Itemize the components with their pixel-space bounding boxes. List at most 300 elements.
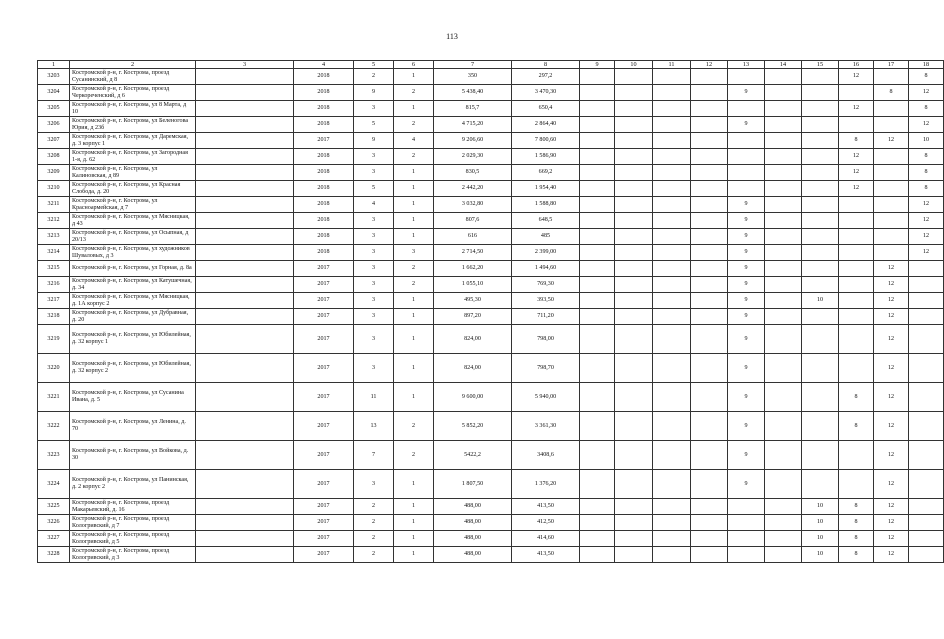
address-cell: Костромской р-н, г. Кострома, ул художников Шуваловых, д 3 — [70, 245, 196, 261]
value-cell: 12 — [909, 245, 944, 261]
value-cell — [839, 293, 874, 309]
value-cell: 12 — [874, 412, 909, 441]
value-cell: 8 — [909, 149, 944, 165]
floors-cell: 3 — [354, 101, 394, 117]
address-cell: Костромской р-н, г. Кострома, ул Сусанина Ивана, д. 5 — [70, 383, 196, 412]
empty-cell — [615, 470, 653, 499]
value-cell: 8 — [839, 412, 874, 441]
floors-cell: 2 — [354, 69, 394, 85]
entrances-cell: 1 — [394, 69, 434, 85]
empty-cell — [615, 197, 653, 213]
table-row — [38, 309, 944, 325]
table-row — [38, 470, 944, 499]
address-cell: Костромской р-н, г. Кострома, ул Мясницкая, д. 1А корпус 2 — [70, 293, 196, 309]
empty-cell — [615, 149, 653, 165]
value-cell: 8 — [909, 101, 944, 117]
value-cell — [802, 149, 839, 165]
empty-cell — [615, 85, 653, 101]
living-area-cell: 1 494,60 — [512, 261, 580, 277]
living-area-cell: 769,30 — [512, 277, 580, 293]
row-number: 3203 — [38, 69, 70, 85]
table-row — [38, 101, 944, 117]
year-cell: 2018 — [294, 117, 354, 133]
floors-cell: 3 — [354, 229, 394, 245]
value-cell: 9 — [728, 245, 765, 261]
entrances-cell: 2 — [394, 85, 434, 101]
empty-cell — [653, 354, 691, 383]
empty-cell — [765, 197, 802, 213]
value-cell — [909, 354, 944, 383]
address-cell: Костромской р-н, г. Кострома, ул Осыпная, д 20/13 — [70, 229, 196, 245]
empty-cell — [196, 181, 294, 197]
table-row — [38, 149, 944, 165]
floors-cell: 3 — [354, 277, 394, 293]
empty-cell — [691, 354, 728, 383]
empty-cell — [765, 547, 802, 563]
empty-cell — [691, 470, 728, 499]
value-cell: 9 — [728, 309, 765, 325]
empty-cell — [765, 149, 802, 165]
value-cell — [728, 149, 765, 165]
row-number: 3216 — [38, 277, 70, 293]
total-area-cell: 9 600,00 — [434, 383, 512, 412]
empty-cell — [765, 383, 802, 412]
entrances-cell: 2 — [394, 441, 434, 470]
empty-cell — [653, 165, 691, 181]
empty-cell — [196, 229, 294, 245]
living-area-cell: 413,50 — [512, 499, 580, 515]
empty-cell — [580, 117, 615, 133]
empty-cell — [765, 499, 802, 515]
year-cell: 2018 — [294, 101, 354, 117]
empty-cell — [615, 325, 653, 354]
empty-cell — [691, 213, 728, 229]
total-area-cell: 824,00 — [434, 354, 512, 383]
year-cell: 2018 — [294, 85, 354, 101]
empty-cell — [691, 293, 728, 309]
empty-cell — [615, 309, 653, 325]
empty-cell — [691, 309, 728, 325]
empty-cell — [691, 441, 728, 470]
empty-cell — [196, 547, 294, 563]
empty-cell — [196, 133, 294, 149]
total-area-cell: 5 852,20 — [434, 412, 512, 441]
value-cell — [909, 412, 944, 441]
entrances-cell: 1 — [394, 101, 434, 117]
empty-cell — [765, 181, 802, 197]
value-cell: 12 — [839, 69, 874, 85]
empty-cell — [196, 85, 294, 101]
value-cell — [839, 441, 874, 470]
total-area-cell: 488,00 — [434, 515, 512, 531]
year-cell: 2017 — [294, 309, 354, 325]
empty-cell — [615, 261, 653, 277]
year-cell: 2017 — [294, 531, 354, 547]
year-cell: 2017 — [294, 293, 354, 309]
empty-cell — [196, 325, 294, 354]
empty-cell — [765, 117, 802, 133]
row-number: 3206 — [38, 117, 70, 133]
value-cell — [728, 181, 765, 197]
value-cell — [909, 515, 944, 531]
entrances-cell: 1 — [394, 197, 434, 213]
row-number: 3220 — [38, 354, 70, 383]
address-cell: Костромской р-н, г. Кострома, ул Беленогова Юрия, д 23б — [70, 117, 196, 133]
row-number: 3211 — [38, 197, 70, 213]
value-cell: 8 — [909, 181, 944, 197]
empty-cell — [196, 69, 294, 85]
row-number: 3221 — [38, 383, 70, 412]
empty-cell — [196, 117, 294, 133]
empty-cell — [653, 515, 691, 531]
value-cell — [802, 229, 839, 245]
value-cell: 8 — [839, 499, 874, 515]
year-cell: 2018 — [294, 213, 354, 229]
value-cell: 8 — [839, 531, 874, 547]
row-number: 3205 — [38, 101, 70, 117]
table-row — [38, 354, 944, 383]
total-area-cell: 4 715,20 — [434, 117, 512, 133]
empty-cell — [653, 412, 691, 441]
empty-cell — [580, 101, 615, 117]
value-cell: 9 — [728, 229, 765, 245]
floors-cell: 3 — [354, 325, 394, 354]
column-header: 18 — [909, 61, 944, 69]
value-cell: 10 — [802, 293, 839, 309]
value-cell: 12 — [874, 531, 909, 547]
empty-cell — [765, 133, 802, 149]
entrances-cell: 1 — [394, 515, 434, 531]
empty-cell — [653, 181, 691, 197]
empty-cell — [691, 197, 728, 213]
value-cell — [802, 245, 839, 261]
empty-cell — [653, 547, 691, 563]
empty-cell — [691, 499, 728, 515]
value-cell — [728, 499, 765, 515]
living-area-cell: 412,50 — [512, 515, 580, 531]
value-cell: 9 — [728, 213, 765, 229]
value-cell: 9 — [728, 441, 765, 470]
empty-cell — [580, 85, 615, 101]
address-cell: Костромской р-н, г. Кострома, проезд Макарьевский, д. 16 — [70, 499, 196, 515]
value-cell — [909, 293, 944, 309]
living-area-cell: 2 864,40 — [512, 117, 580, 133]
empty-cell — [653, 85, 691, 101]
value-cell — [728, 531, 765, 547]
total-area-cell: 2 442,20 — [434, 181, 512, 197]
total-area-cell: 830,5 — [434, 165, 512, 181]
address-cell: Костромской р-н, г. Кострома, проезд Кологривский, д 5 — [70, 531, 196, 547]
entrances-cell: 1 — [394, 531, 434, 547]
empty-cell — [765, 515, 802, 531]
year-cell: 2017 — [294, 261, 354, 277]
value-cell — [839, 245, 874, 261]
empty-cell — [615, 181, 653, 197]
value-cell: 8 — [874, 85, 909, 101]
value-cell — [874, 181, 909, 197]
housing-registry-table — [37, 60, 944, 563]
table-row — [38, 197, 944, 213]
empty-cell — [580, 547, 615, 563]
value-cell: 12 — [909, 197, 944, 213]
table-row — [38, 383, 944, 412]
total-area-cell: 616 — [434, 229, 512, 245]
value-cell — [909, 547, 944, 563]
column-header: 11 — [653, 61, 691, 69]
living-area-cell: 485 — [512, 229, 580, 245]
value-cell — [874, 229, 909, 245]
empty-cell — [615, 441, 653, 470]
value-cell — [909, 470, 944, 499]
entrances-cell: 2 — [394, 149, 434, 165]
value-cell — [728, 165, 765, 181]
total-area-cell: 5422,2 — [434, 441, 512, 470]
empty-cell — [765, 309, 802, 325]
value-cell — [874, 101, 909, 117]
empty-cell — [580, 499, 615, 515]
total-area-cell: 1 055,10 — [434, 277, 512, 293]
value-cell: 12 — [874, 309, 909, 325]
year-cell: 2017 — [294, 412, 354, 441]
empty-cell — [580, 309, 615, 325]
floors-cell: 2 — [354, 531, 394, 547]
total-area-cell: 9 206,60 — [434, 133, 512, 149]
row-number: 3204 — [38, 85, 70, 101]
address-cell: Костромской р-н, г. Кострома, проезд Кологривский, д 7 — [70, 515, 196, 531]
floors-cell: 9 — [354, 133, 394, 149]
entrances-cell: 3 — [394, 245, 434, 261]
value-cell: 12 — [874, 383, 909, 412]
empty-cell — [765, 69, 802, 85]
value-cell: 12 — [874, 293, 909, 309]
value-cell: 10 — [909, 133, 944, 149]
empty-cell — [653, 531, 691, 547]
empty-cell — [615, 293, 653, 309]
floors-cell: 11 — [354, 383, 394, 412]
value-cell — [874, 197, 909, 213]
entrances-cell: 1 — [394, 354, 434, 383]
total-area-cell: 2 029,30 — [434, 149, 512, 165]
empty-cell — [196, 383, 294, 412]
column-header: 6 — [394, 61, 434, 69]
column-header: 13 — [728, 61, 765, 69]
living-area-cell: 798,70 — [512, 354, 580, 383]
value-cell: 12 — [874, 261, 909, 277]
value-cell: 9 — [728, 85, 765, 101]
row-number: 3226 — [38, 515, 70, 531]
value-cell — [728, 515, 765, 531]
table-row — [38, 245, 944, 261]
column-header: 10 — [615, 61, 653, 69]
empty-cell — [580, 69, 615, 85]
column-header: 17 — [874, 61, 909, 69]
empty-cell — [765, 293, 802, 309]
empty-cell — [615, 547, 653, 563]
empty-cell — [691, 245, 728, 261]
value-cell — [728, 101, 765, 117]
entrances-cell: 1 — [394, 165, 434, 181]
floors-cell: 3 — [354, 354, 394, 383]
empty-cell — [615, 499, 653, 515]
floors-cell: 3 — [354, 245, 394, 261]
empty-cell — [765, 245, 802, 261]
entrances-cell: 1 — [394, 293, 434, 309]
value-cell — [839, 229, 874, 245]
total-area-cell: 5 438,40 — [434, 85, 512, 101]
empty-cell — [196, 165, 294, 181]
column-header: 16 — [839, 61, 874, 69]
empty-cell — [653, 117, 691, 133]
empty-cell — [196, 309, 294, 325]
living-area-cell: 2 399,00 — [512, 245, 580, 261]
value-cell — [874, 69, 909, 85]
row-number: 3227 — [38, 531, 70, 547]
table-row — [38, 325, 944, 354]
living-area-cell: 648,5 — [512, 213, 580, 229]
value-cell: 9 — [728, 325, 765, 354]
empty-cell — [765, 101, 802, 117]
floors-cell: 13 — [354, 412, 394, 441]
table-row — [38, 133, 944, 149]
empty-cell — [580, 383, 615, 412]
value-cell: 9 — [728, 261, 765, 277]
entrances-cell: 1 — [394, 229, 434, 245]
value-cell — [909, 277, 944, 293]
total-area-cell: 807,6 — [434, 213, 512, 229]
empty-cell — [615, 277, 653, 293]
value-cell — [728, 133, 765, 149]
entrances-cell: 1 — [394, 547, 434, 563]
table-row — [38, 515, 944, 531]
living-area-cell: 1 954,40 — [512, 181, 580, 197]
empty-cell — [196, 499, 294, 515]
value-cell — [802, 325, 839, 354]
address-cell: Костромской р-н, г. Кострома, ул Ленина, д. 70 — [70, 412, 196, 441]
total-area-cell: 495,30 — [434, 293, 512, 309]
empty-cell — [765, 470, 802, 499]
year-cell: 2017 — [294, 547, 354, 563]
total-area-cell: 815,7 — [434, 101, 512, 117]
value-cell: 9 — [728, 383, 765, 412]
empty-cell — [765, 229, 802, 245]
value-cell: 12 — [839, 101, 874, 117]
empty-cell — [653, 149, 691, 165]
row-number: 3212 — [38, 213, 70, 229]
year-cell: 2018 — [294, 165, 354, 181]
empty-cell — [580, 412, 615, 441]
living-area-cell: 3408,6 — [512, 441, 580, 470]
address-cell: Костромской р-н, г. Кострома, ул Юбилейная, д. 32 корпус 2 — [70, 354, 196, 383]
living-area-cell: 414,60 — [512, 531, 580, 547]
empty-cell — [580, 354, 615, 383]
table-row — [38, 293, 944, 309]
address-cell: Костромской р-н, г. Кострома, ул Войкова, д. 30 — [70, 441, 196, 470]
value-cell — [728, 547, 765, 563]
floors-cell: 2 — [354, 547, 394, 563]
empty-cell — [691, 181, 728, 197]
empty-cell — [615, 69, 653, 85]
entrances-cell: 2 — [394, 261, 434, 277]
empty-cell — [765, 261, 802, 277]
entrances-cell: 2 — [394, 412, 434, 441]
empty-cell — [615, 101, 653, 117]
living-area-cell: 7 800,60 — [512, 133, 580, 149]
empty-cell — [691, 325, 728, 354]
value-cell: 12 — [839, 149, 874, 165]
value-cell — [839, 85, 874, 101]
empty-cell — [196, 197, 294, 213]
empty-cell — [580, 325, 615, 354]
row-number: 3209 — [38, 165, 70, 181]
floors-cell: 5 — [354, 181, 394, 197]
entrances-cell: 1 — [394, 181, 434, 197]
living-area-cell: 1 586,90 — [512, 149, 580, 165]
value-cell — [802, 412, 839, 441]
living-area-cell: 3 361,30 — [512, 412, 580, 441]
empty-cell — [196, 470, 294, 499]
empty-cell — [196, 261, 294, 277]
row-number: 3217 — [38, 293, 70, 309]
value-cell — [839, 197, 874, 213]
empty-cell — [691, 383, 728, 412]
empty-cell — [615, 165, 653, 181]
empty-cell — [653, 325, 691, 354]
column-header: 1 — [38, 61, 70, 69]
table-row — [38, 412, 944, 441]
empty-cell — [691, 547, 728, 563]
living-area-cell: 413,50 — [512, 547, 580, 563]
year-cell: 2017 — [294, 354, 354, 383]
value-cell — [874, 213, 909, 229]
value-cell: 8 — [839, 383, 874, 412]
total-area-cell: 3 032,80 — [434, 197, 512, 213]
value-cell: 12 — [909, 117, 944, 133]
empty-cell — [580, 133, 615, 149]
year-cell: 2018 — [294, 229, 354, 245]
header-row — [38, 61, 944, 69]
address-cell: Костромской р-н, г. Кострома, ул Красноармейская, д 7 — [70, 197, 196, 213]
value-cell — [909, 499, 944, 515]
value-cell — [874, 117, 909, 133]
empty-cell — [580, 277, 615, 293]
empty-cell — [615, 354, 653, 383]
empty-cell — [580, 245, 615, 261]
empty-cell — [615, 515, 653, 531]
value-cell: 8 — [839, 547, 874, 563]
empty-cell — [765, 213, 802, 229]
value-cell: 12 — [874, 547, 909, 563]
address-cell: Костромской р-н, г. Кострома, проезд Кологривский, д 3 — [70, 547, 196, 563]
floors-cell: 2 — [354, 515, 394, 531]
address-cell: Костромской р-н, г. Кострома, ул Юбилейная, д. 32 корпус 1 — [70, 325, 196, 354]
table-row — [38, 213, 944, 229]
empty-cell — [580, 441, 615, 470]
empty-cell — [765, 277, 802, 293]
empty-cell — [196, 441, 294, 470]
empty-cell — [653, 277, 691, 293]
entrances-cell: 1 — [394, 383, 434, 412]
empty-cell — [615, 412, 653, 441]
row-number: 3219 — [38, 325, 70, 354]
address-cell: Костромской р-н, г. Кострома, ул Загородная 1-я, д. 62 — [70, 149, 196, 165]
total-area-cell: 488,00 — [434, 531, 512, 547]
row-number: 3225 — [38, 499, 70, 515]
value-cell — [802, 261, 839, 277]
column-header: 15 — [802, 61, 839, 69]
empty-cell — [615, 531, 653, 547]
total-area-cell: 824,00 — [434, 325, 512, 354]
empty-cell — [653, 101, 691, 117]
